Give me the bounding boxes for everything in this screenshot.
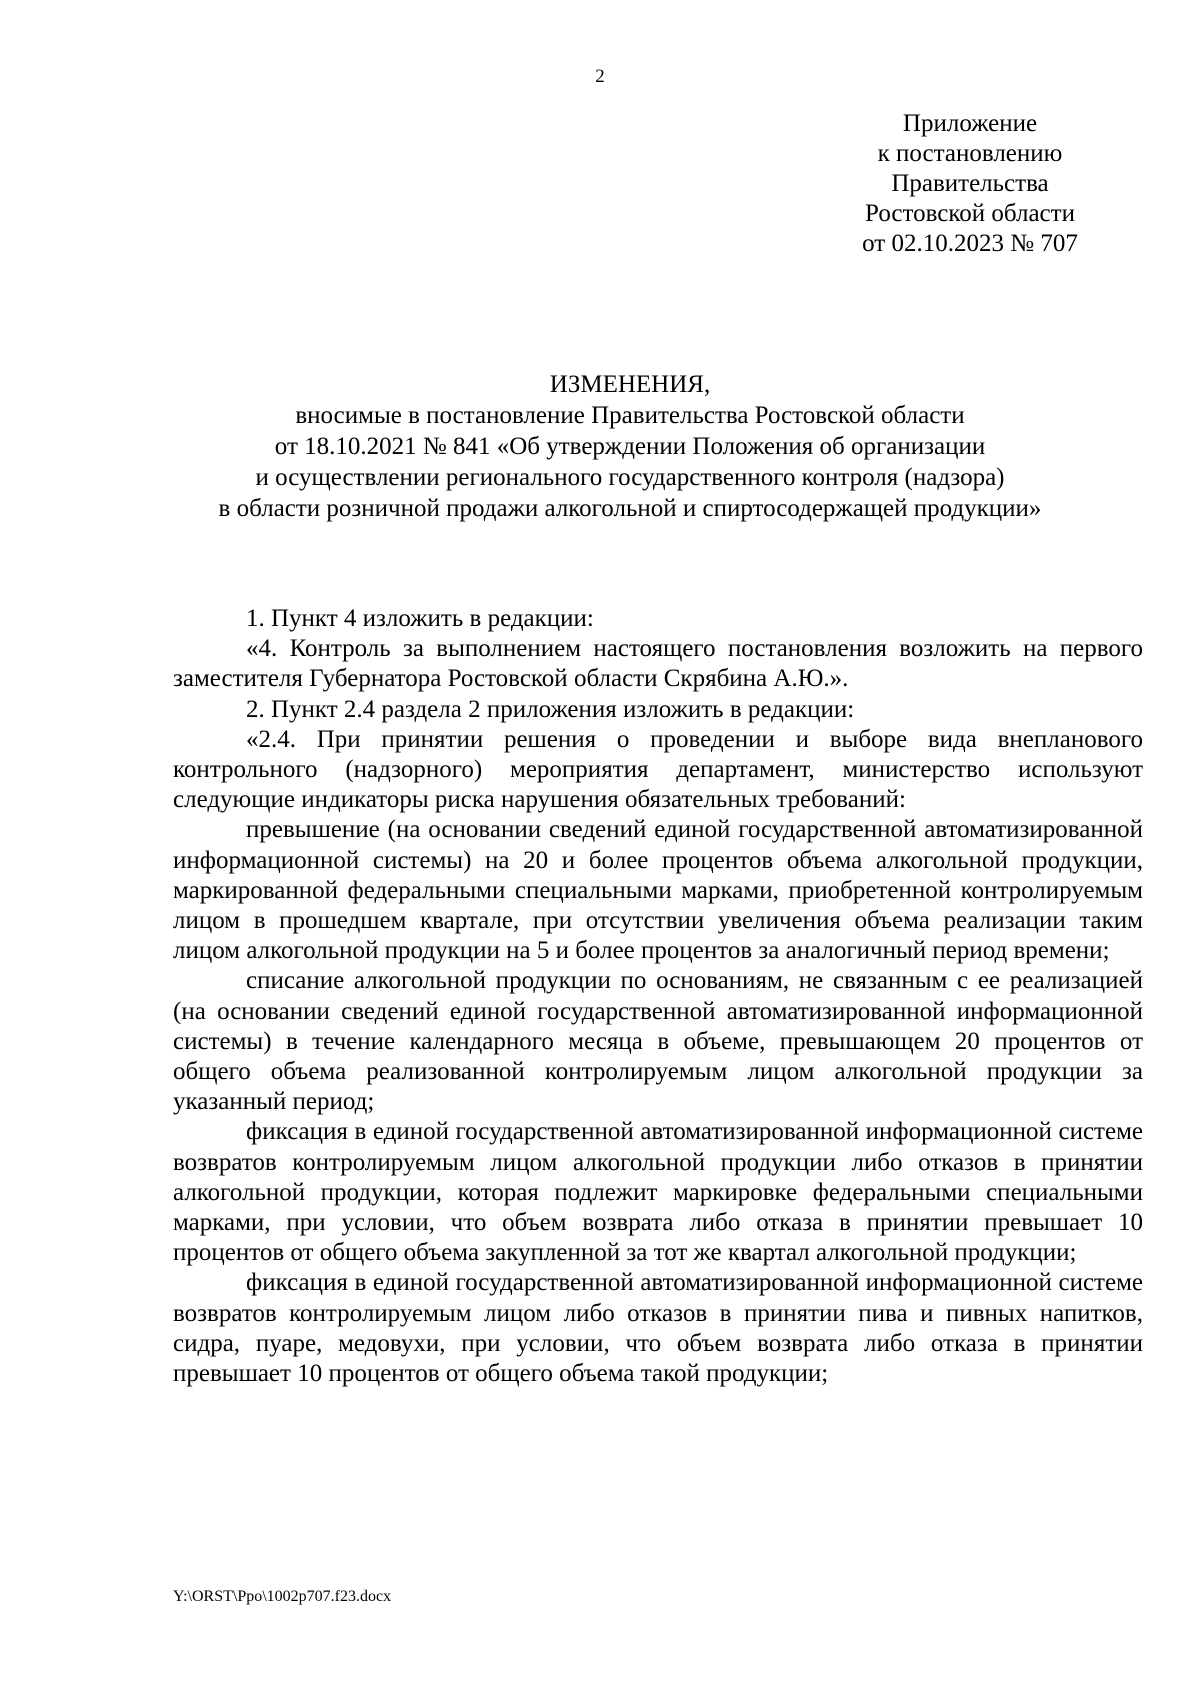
heading-line: вносимые в постановление Правительства Ростовской области — [295, 402, 965, 429]
paragraph: «2.4. При принятии решения о проведении и выборе вида внепланового контрольного (надзорного) мероприятия департамент, министерство используют следующие индикаторы риска нарушения обязательных требований: — [173, 725, 1143, 814]
document-title: ИЗМЕНЕНИЯ, — [549, 371, 711, 398]
appendix-line: Правительства — [891, 170, 1049, 197]
page-number: 2 — [595, 66, 605, 87]
appendix-line: к постановлению — [877, 140, 1063, 167]
appendix-line: Ростовской области — [865, 200, 1075, 227]
paragraph: 1. Пункт 4 изложить в редакции: — [246, 605, 594, 632]
document-body — [173, 604, 1143, 1389]
heading-line: от 18.10.2021 № 841 «Об утверждении Положения об организации — [274, 433, 986, 460]
paragraph: списание алкогольной продукции по основаниям, не связанным с ее реализацией (на основании сведений единой государственной автоматизированной информационной системы) в течение календарного месяца в объеме, превышающем 20 процентов от общего объема реализованной контролируемым лицом алкогольной продукции за указанный период; — [173, 967, 1143, 1116]
paragraph: 2. Пункт 2.4 раздела 2 приложения изложить в редакции: — [246, 695, 855, 723]
paragraph: превышение (на основании сведений единой государственной автоматизированной информационной системы) на 20 и более процентов объема алкогольной продукции, маркированной федеральными специальными марками, приобретенной контролируемым лицом в прошедшем квартале, при отсутствии увеличения объема реализации таким лицом алкогольной продукции на 5 и более процентов за аналогичный период времени; — [173, 816, 1143, 965]
appendix-line: Приложение — [902, 110, 1038, 137]
paragraph: «4. Контроль за выполнением настоящего постановления возложить на первого заместителя Губернатора Ростовской области Скрябина А.Ю.». — [173, 635, 1143, 693]
document-heading — [160, 369, 1100, 524]
appendix-block — [800, 109, 1140, 259]
heading-line: и осуществлении регионального государственного контроля (надзора) — [255, 464, 1005, 491]
paragraph: фиксация в единой государственной автоматизированной информационной системе возвратов контролируемым лицом либо отказов в принятии пива и пивных напитков, сидра, пуаре, медовухи, при условии, что объем возврата либо отказа в принятии превышает 10 процентов от общего объема такой продукции; — [173, 1269, 1143, 1388]
appendix-line: от 02.10.2023 № 707 — [862, 230, 1078, 257]
file-path-footer: Y:\ORST\Ppo\1002p707.f23.docx — [173, 1588, 392, 1605]
heading-line: в области розничной продажи алкогольной и спиртосодержащей продукции» — [218, 495, 1042, 522]
paragraph: фиксация в единой государственной автоматизированной информационной системе возвратов контролируемым лицом алкогольной продукции либо отказов в принятии алкогольной продукции, которая подлежит маркировке федеральными специальными марками, при условии, что объем возврата либо отказа в принятии превышает 10 процентов от общего объема закупленной за тот же квартал алкогольной продукции; — [173, 1118, 1143, 1267]
